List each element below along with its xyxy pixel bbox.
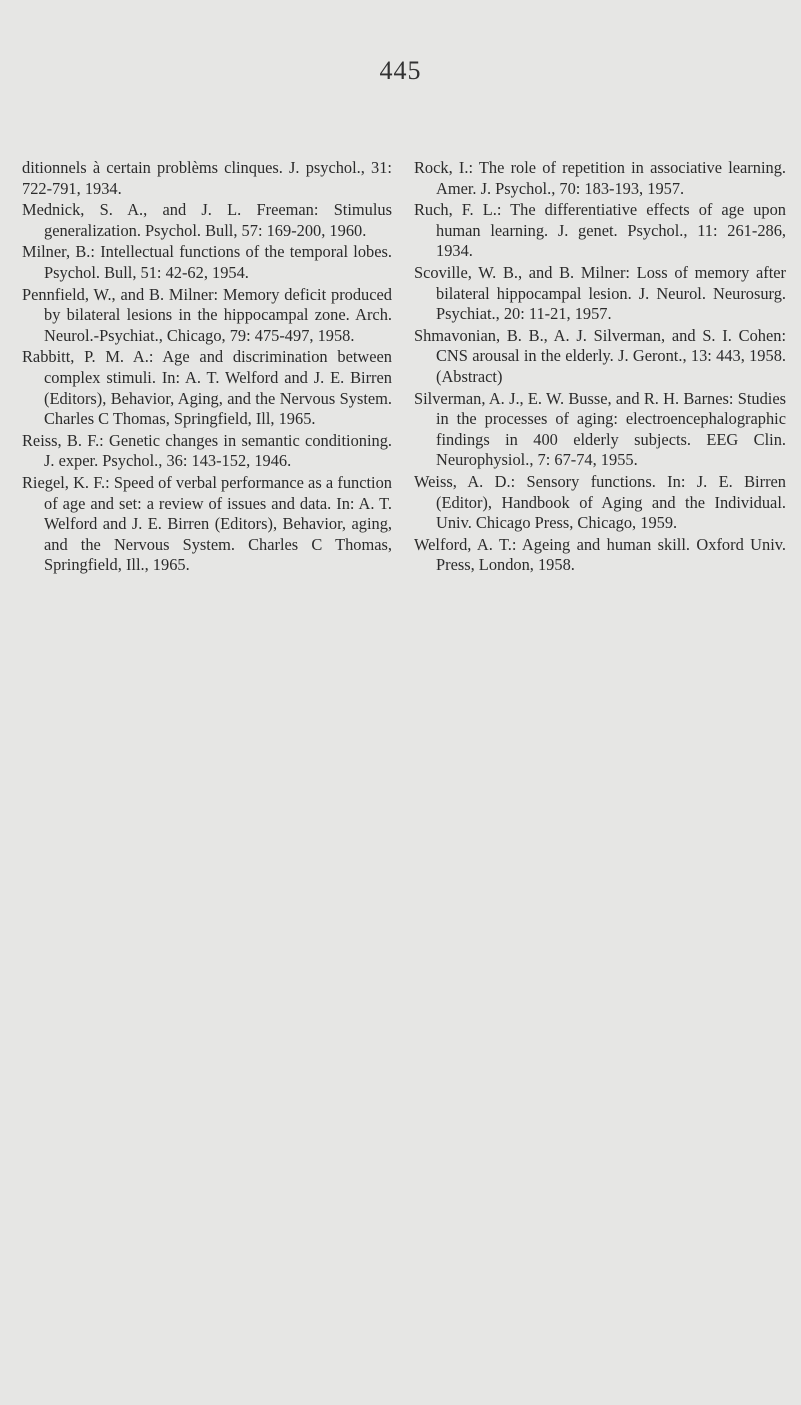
reference-entry: Pennfield, W., and B. Milner: Memory deficit produced by bilateral lesions in the hippocampal zone. Arch. Neurol.-Psychiat., Chicago, 79: 475-497, 1958. [22, 284, 392, 345]
right-column [414, 158, 786, 577]
reference-entry: Mednick, S. A., and J. L. Freeman: Stimulus generalization. Psychol. Bull, 57: 169-200, 1960. [22, 200, 392, 240]
reference-entry: Welford, A. T.: Ageing and human skill. Oxford Univ. Press, London, 1958. [414, 534, 786, 575]
reference-entry: Shmavonian, B. B., A. J. Silverman, and S. I. Cohen: CNS arousal in the elderly. J. Geront., 13: 443, 1958. (Abstract) [414, 325, 786, 386]
reference-entry: ditionnels à certain problèms clinques. J. psychol., 31: 722-791, 1934. [22, 158, 392, 198]
reference-entry: Weiss, A. D.: Sensory functions. In: J. E. Birren (Editor), Handbook of Aging and the Individual. Univ. Chicago Press, Chicago, 1959. [414, 471, 786, 533]
reference-entry: Ruch, F. L.: The differentiative effects of age upon human learning. J. genet. Psychol., 11: 261-286, 1934. [414, 200, 786, 261]
reference-entry: Rabbitt, P. M. A.: Age and discrimination between complex stimuli. In: A. T. Welford and J. E. Birren (Editors), Behavior, Aging, and the Nervous System. Charles C Thomas, Springfield, Ill, 1965. [22, 347, 392, 429]
left-column [22, 158, 392, 577]
page-number: 445 [379, 56, 422, 85]
reference-entry: Milner, B.: Intellectual functions of the temporal lobes. Psychol. Bull, 51: 42-62, 1954. [22, 242, 392, 282]
reference-entry: Riegel, K. F.: Speed of verbal performance as a function of age and set: a review of issues and data. In: A. T. Welford and J. E. Birren (Editors), Behavior, aging, and the Nervous System. Charles C Thomas, Springfield, Ill., 1965. [22, 472, 392, 575]
reference-entry: Silverman, A. J., E. W. Busse, and R. H. Barnes: Studies in the processes of aging: electroencephalographic findings in 400 elderly subjects. EEG Clin. Neurophysiol., 7: 67-74, 1955. [414, 388, 786, 470]
reference-entry: Scoville, W. B., and B. Milner: Loss of memory after bilateral hippocampal lesion. J. Neurol. Neurosurg. Psychiat., 20: 11-21, 1957. [414, 262, 786, 324]
reference-entry: Rock, I.: The role of repetition in associative learning. Amer. J. Psychol., 70: 183-193, 1957. [414, 158, 786, 198]
reference-entry: Reiss, B. F.: Genetic changes in semantic conditioning. J. exper. Psychol., 36: 143-152, 1946. [22, 430, 392, 471]
